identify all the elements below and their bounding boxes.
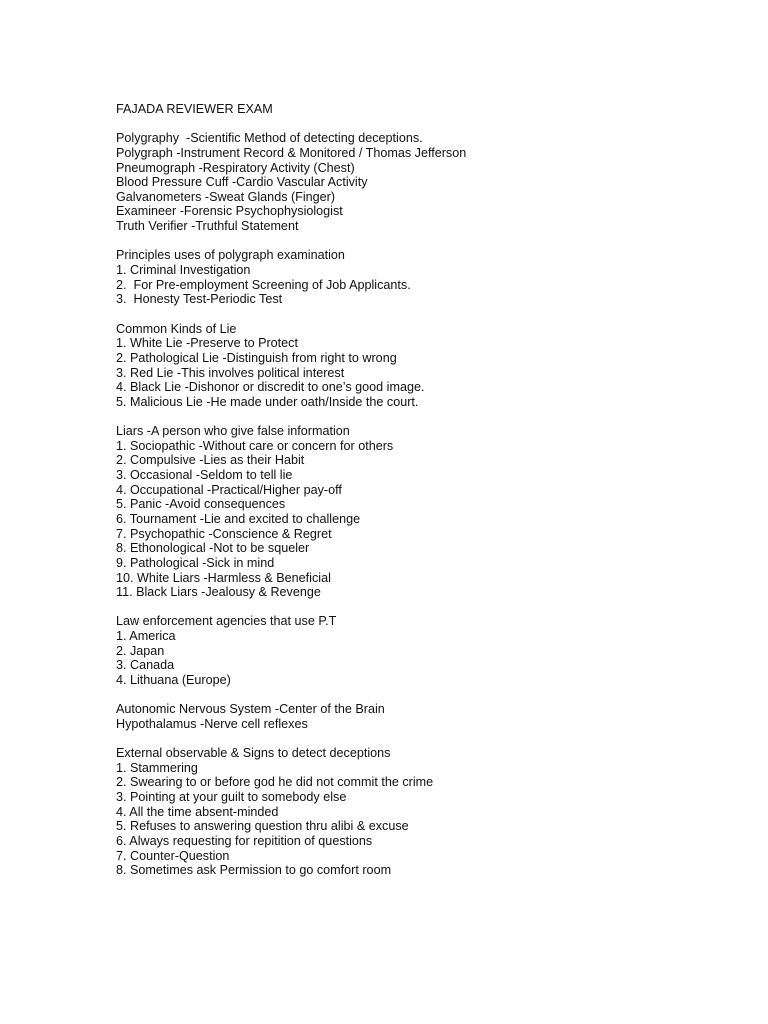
definition-line: Blood Pressure Cuff -Cardio Vascular Activity — [116, 175, 368, 190]
section-heading: Principles uses of polygraph examination — [116, 248, 345, 263]
section-heading: Law enforcement agencies that use P.T — [116, 614, 337, 629]
list-item: 3. Honesty Test-Periodic Test — [116, 292, 283, 307]
spacer — [116, 234, 736, 249]
list-item: 10. White Liars -Harmless & Beneficial — [116, 570, 331, 585]
kinds-of-lie-section — [116, 322, 736, 410]
list-item: 2. For Pre-employment Screening of Job Applicants. — [116, 277, 411, 292]
list-item: 8. Sometimes ask Permission to go comfort room — [116, 863, 392, 878]
section-heading: Liars -A person who give false information — [116, 424, 350, 439]
list-item: 6. Tournament -Lie and excited to challenge — [116, 511, 361, 526]
section-heading: Common Kinds of Lie — [116, 321, 237, 336]
list-item: 2. Swearing to or before god he did not commit the crime — [116, 775, 434, 790]
list-item: 7. Psychopathic -Conscience & Regret — [116, 526, 332, 541]
definition-line: Examineer -Forensic Psychophysiologist — [116, 204, 343, 219]
list-item: 5. Panic -Avoid consequences — [116, 497, 286, 512]
list-item: 1. Sociopathic -Without care or concern for others — [116, 438, 394, 453]
list-item: 1. Criminal Investigation — [116, 263, 251, 278]
document-title: FAJADA REVIEWER EXAM — [116, 102, 273, 116]
spacer — [116, 409, 736, 424]
spacer — [116, 307, 736, 322]
definition-line: Polygraphy -Scientific Method of detecting deceptions. — [116, 131, 423, 146]
spacer — [116, 732, 736, 747]
list-item: 4. All the time absent-minded — [116, 804, 279, 819]
list-item: 4. Black Lie -Dishonor or discredit to one’s good image. — [116, 380, 425, 395]
liars-section — [116, 424, 736, 600]
list-item: 5. Refuses to answering question thru alibi & excuse — [116, 819, 409, 834]
list-item: 3. Canada — [116, 658, 175, 673]
definitions-section — [116, 131, 736, 233]
definition-line: Autonomic Nervous System -Center of the Brain — [116, 702, 385, 717]
list-item: 1. White Lie -Preserve to Protect — [116, 336, 298, 351]
list-item: 4. Occupational -Practical/Higher pay-off — [116, 482, 342, 497]
document-body — [116, 102, 736, 878]
definition-line: Truth Verifier -Truthful Statement — [116, 219, 299, 234]
list-item: 3. Pointing at your guilt to somebody else — [116, 790, 347, 805]
section-heading: External observable & Signs to detect deceptions — [116, 746, 391, 761]
definition-line: Hypothalamus -Nerve cell reflexes — [116, 716, 308, 731]
definition-line: Polygraph -Instrument Record & Monitored / Thomas Jefferson — [116, 145, 467, 160]
spacer — [116, 688, 736, 703]
list-item: 2. Compulsive -Lies as their Habit — [116, 453, 305, 468]
definition-line: Galvanometers -Sweat Glands (Finger) — [116, 189, 336, 204]
agencies-section — [116, 614, 736, 687]
principles-section — [116, 248, 736, 307]
list-item: 4. Lithuana (Europe) — [116, 672, 231, 687]
list-item: 9. Pathological -Sick in mind — [116, 555, 275, 570]
list-item: 5. Malicious Lie -He made under oath/Inside the court. — [116, 394, 419, 409]
definition-line: Pneumograph -Respiratory Activity (Chest) — [116, 160, 355, 175]
spacer — [116, 600, 736, 615]
list-item: 3. Red Lie -This involves political interest — [116, 365, 345, 380]
list-item: 8. Ethonological -Not to be squeler — [116, 541, 310, 556]
list-item: 2. Japan — [116, 643, 165, 658]
list-item: 2. Pathological Lie -Distinguish from right to wrong — [116, 350, 397, 365]
list-item: 11. Black Liars -Jealousy & Revenge — [116, 585, 321, 600]
signs-section — [116, 746, 736, 878]
list-item: 6. Always requesting for repitition of questions — [116, 834, 373, 849]
list-item: 3. Occasional -Seldom to tell lie — [116, 468, 293, 483]
list-item: 1. Stammering — [116, 760, 198, 775]
nervous-system-section — [116, 702, 736, 731]
list-item: 1. America — [116, 629, 176, 644]
list-item: 7. Counter-Question — [116, 848, 230, 863]
spacer — [116, 117, 736, 132]
